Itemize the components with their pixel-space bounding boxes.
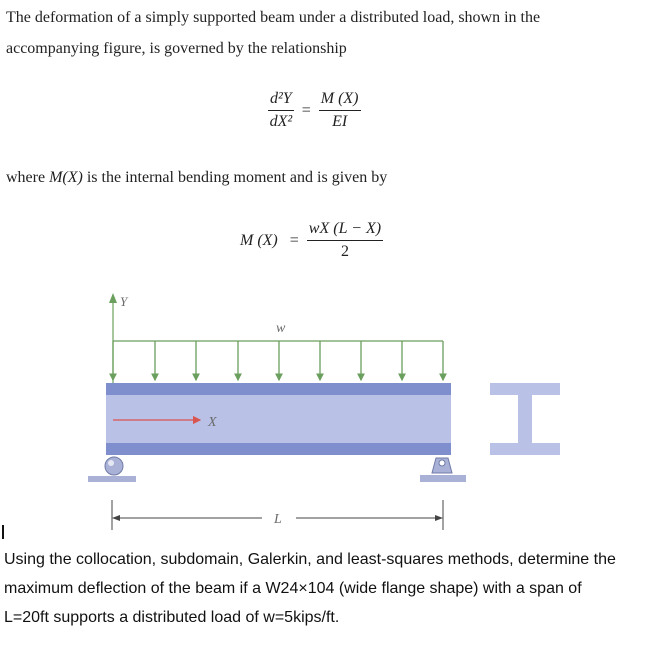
left-base bbox=[88, 476, 136, 482]
y-axis bbox=[109, 293, 129, 384]
i-beam-section bbox=[490, 383, 560, 455]
intro-paragraph bbox=[6, 2, 656, 64]
beam-figure bbox=[0, 288, 665, 538]
rhs-fraction bbox=[319, 90, 361, 131]
intro-line-1: The deformation of a simply supported beam under a distributed load, shown in the bbox=[6, 9, 541, 26]
where-paragraph bbox=[6, 166, 656, 190]
section-bottom-flange bbox=[490, 443, 560, 455]
right-base bbox=[420, 475, 466, 482]
moment-equation bbox=[240, 220, 383, 261]
distributed-load bbox=[113, 341, 443, 380]
rhs-denominator: EI bbox=[332, 113, 348, 130]
pin-ball bbox=[105, 457, 123, 475]
section-top-flange bbox=[490, 383, 560, 395]
question-line-1: Using the collocation, subdomain, Galerkin, and least-squares methods, determine the bbox=[4, 551, 616, 568]
x-axis-label: X bbox=[208, 415, 217, 430]
bottom-flange bbox=[106, 443, 451, 455]
span-label: L bbox=[274, 512, 282, 527]
where-text-after: is the internal bending moment and is given by bbox=[82, 169, 388, 186]
where-text-before: where bbox=[6, 169, 50, 186]
moment-lhs: M (X) bbox=[240, 231, 278, 249]
lhs-numerator: d²Y bbox=[268, 90, 294, 111]
top-flange bbox=[106, 383, 451, 395]
load-label: w bbox=[276, 321, 286, 336]
beam-web bbox=[106, 395, 451, 443]
question-line-3: L=20ft supports a distributed load of w=5kips/ft. bbox=[4, 609, 340, 626]
span-dimension bbox=[112, 500, 443, 530]
rhs-numerator: M (X) bbox=[319, 90, 361, 111]
moment-numerator: wX (L − X) bbox=[307, 220, 383, 241]
moment-fraction bbox=[307, 220, 383, 261]
right-support bbox=[420, 458, 466, 482]
question-line-2: maximum deflection of the beam if a W24×104 (wide flange shape) with a span of bbox=[4, 580, 582, 597]
text-cursor bbox=[2, 525, 4, 539]
intro-line-2: accompanying figure, is governed by the relationship bbox=[6, 40, 347, 57]
moment-equals-sign: = bbox=[289, 231, 299, 249]
moment-denominator: 2 bbox=[340, 243, 349, 260]
left-support bbox=[88, 457, 136, 482]
equals-sign: = bbox=[301, 101, 311, 119]
beam bbox=[106, 383, 451, 455]
y-axis-label: Y bbox=[120, 294, 128, 309]
lhs-denominator: dX² bbox=[269, 113, 293, 130]
y-axis-arrowhead bbox=[109, 293, 117, 303]
lhs-fraction bbox=[268, 90, 294, 131]
section-web bbox=[518, 395, 532, 443]
question-paragraph bbox=[4, 545, 664, 632]
where-symbol: M(X) bbox=[49, 169, 83, 186]
deflection-equation bbox=[268, 90, 361, 131]
